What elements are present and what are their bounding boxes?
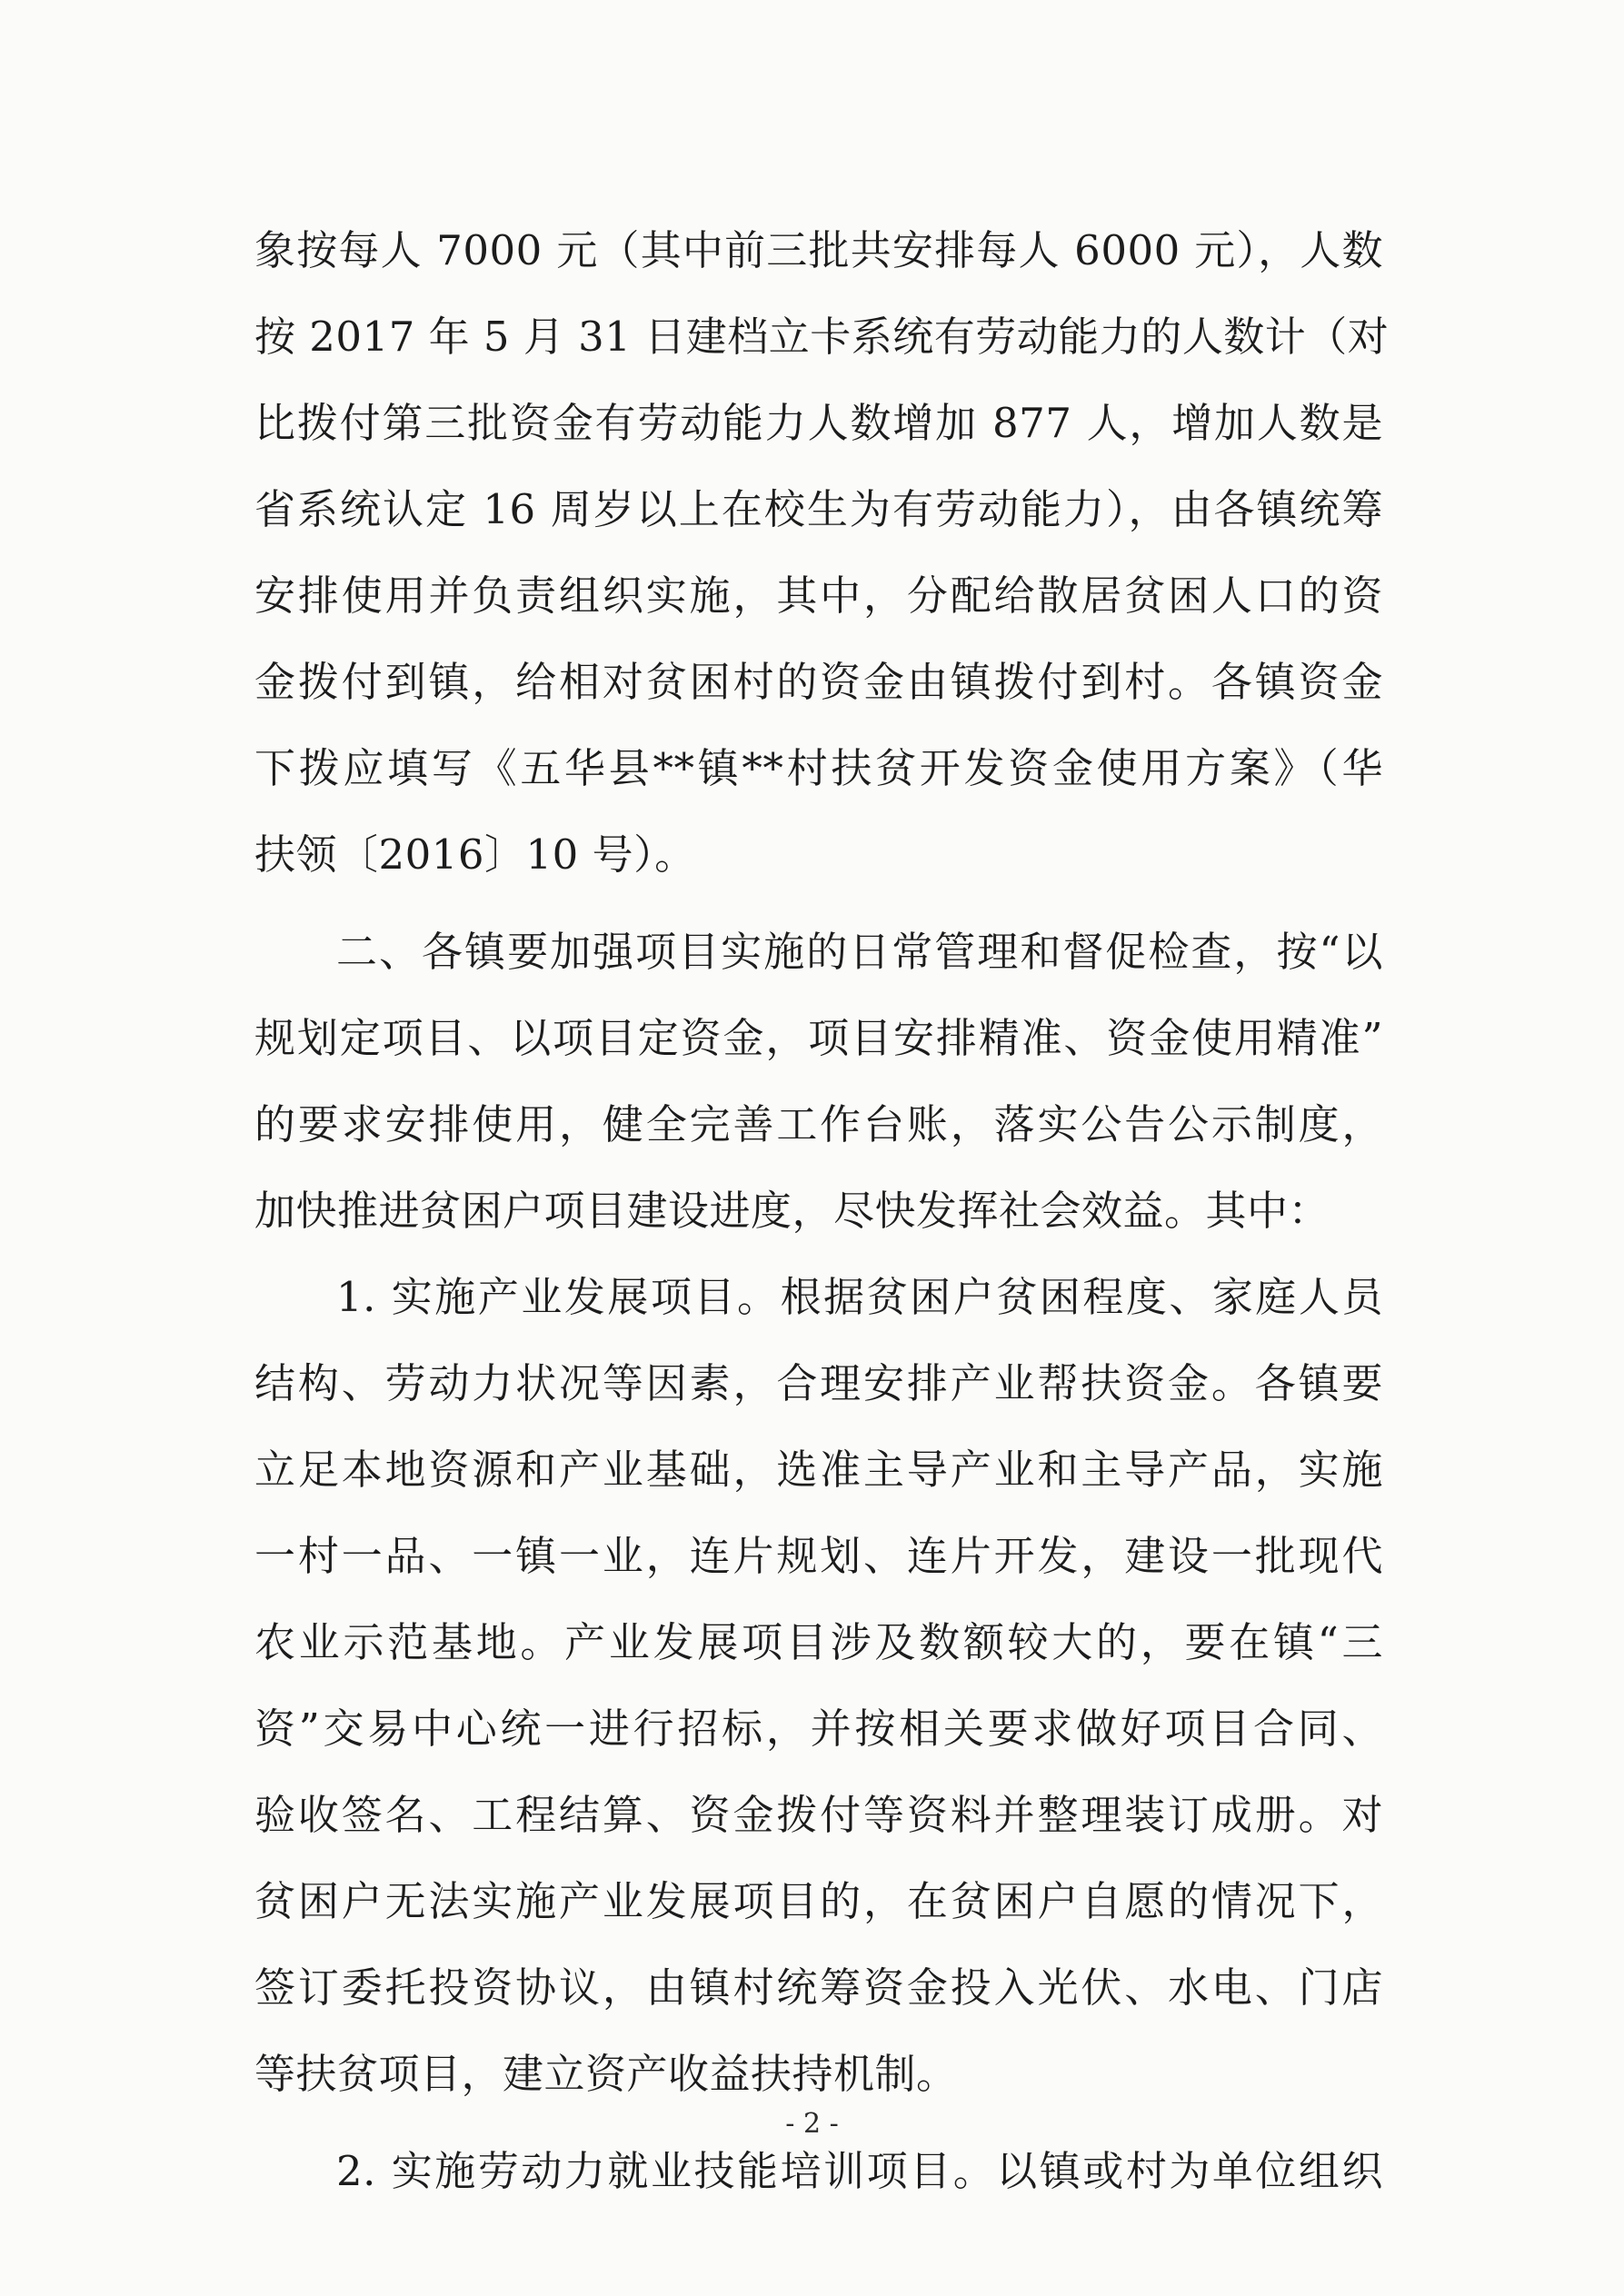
section-heading-line: 二、各镇要加强项目实施的日常管理和督促检查，按“以	[336, 928, 1383, 976]
text-line: 象按每人 7000 元（其中前三批共安排每人 6000 元），人数	[254, 226, 1383, 274]
text-line: 规划定项目、以项目定资金，项目安排精准、资金使用精准”	[254, 1014, 1383, 1062]
list-item-line: 2. 实施劳动力就业技能培训项目。以镇或村为单位组织	[336, 2147, 1383, 2195]
text-line: 的要求安排使用，健全完善工作台账，落实公告公示制度，	[254, 1100, 1383, 1148]
body-text	[254, 207, 1390, 2214]
text-line: 一村一品、一镇一业，连片规划、连片开发，建设一批现代	[254, 1532, 1383, 1580]
page-number: - 2 -	[785, 2108, 839, 2140]
text-line: 验收签名、工程结算、资金拨付等资料并整理装订成册。对	[254, 1791, 1383, 1839]
text-line: 省系统认定 16 周岁以上在校生为有劳动能力），由各镇统筹	[254, 485, 1383, 533]
text-line: 签订委托投资协议，由镇村统筹资金投入光伏、水电、门店	[254, 1963, 1383, 2012]
text-line: 立足本地资源和产业基础，选准主导产业和主导产品，实施	[254, 1446, 1383, 1494]
text-line: 结构、劳动力状况等因素，合理安排产业帮扶资金。各镇要	[254, 1359, 1383, 1407]
list-item-line: 1. 实施产业发展项目。根据贫困户贫困程度、家庭人员	[336, 1273, 1383, 1321]
text-line: 农业示范基地。产业发展项目涉及数额较大的，要在镇“三	[254, 1618, 1383, 1666]
text-line: 金拨付到镇，给相对贫困村的资金由镇拨付到村。各镇资金	[254, 658, 1383, 706]
text-line: 贫困户无法实施产业发展项目的，在贫困户自愿的情况下，	[254, 1877, 1383, 1925]
text-line: 资”交易中心统一进行招标，并按相关要求做好项目合同、	[254, 1705, 1383, 1753]
text-line: 比拨付第三批资金有劳动能力人数增加 877 人，增加人数是	[254, 399, 1383, 447]
text-line: 加快推进贫困户项目建设进度，尽快发挥社会效益。其中：	[254, 1187, 1330, 1235]
text-line: 扶领〔2016〕10 号）。	[254, 830, 696, 879]
text-line: 按 2017 年 5 月 31 日建档立卡系统有劳动能力的人数计（对	[254, 313, 1390, 361]
text-line: 下拨应填写《五华县**镇**村扶贫开发资金使用方案》（华	[254, 744, 1383, 792]
text-line: 安排使用并负责组织实施，其中，分配给散居贫困人口的资	[254, 572, 1383, 620]
text-line: 等扶贫项目，建立资产收益扶持机制。	[254, 2050, 958, 2098]
